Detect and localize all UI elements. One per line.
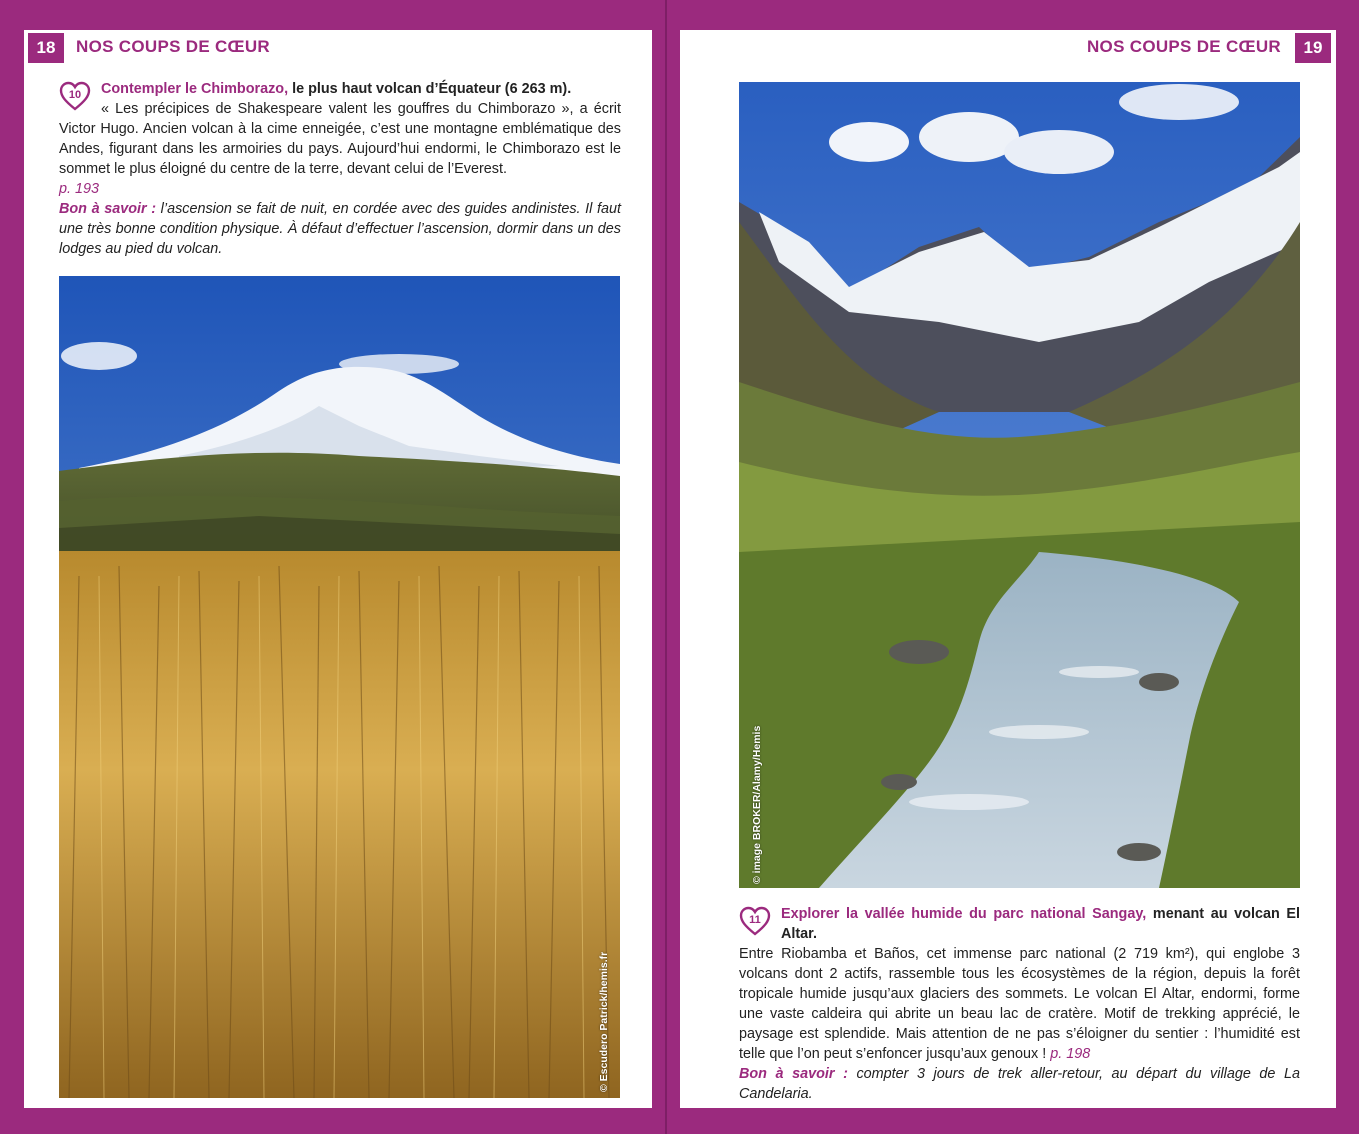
headline-rest: menant au volcan El Altar. bbox=[781, 906, 1300, 942]
photo-chimborazo-barley bbox=[59, 276, 620, 1098]
tip-label: Bon à savoir : bbox=[59, 201, 157, 217]
running-head-right: NOS COUPS DE CŒUR bbox=[1086, 37, 1281, 56]
photo-el-altar-valley bbox=[739, 82, 1300, 888]
entry-chimborazo bbox=[59, 79, 621, 259]
tip-text: compter 3 jours de trek aller-retour, au départ du village de La Candelaria. bbox=[739, 1066, 1300, 1102]
tip-block bbox=[59, 199, 621, 259]
entry-headline bbox=[781, 906, 1300, 942]
gutter-fold bbox=[665, 0, 667, 1134]
page-frame-right bbox=[1336, 0, 1359, 1134]
running-head-left: NOS COUPS DE CŒUR bbox=[76, 37, 271, 56]
page-reference: p. 198 bbox=[1050, 1046, 1091, 1062]
page-number-left: 18 bbox=[28, 33, 64, 63]
entry-body-block bbox=[739, 944, 1300, 1064]
entry-number: 11 bbox=[749, 914, 761, 926]
photo-credit-right: © image BROKER/Alamy/Hemis bbox=[751, 725, 763, 884]
tip-label: Bon à savoir : bbox=[739, 1066, 848, 1082]
headline-highlight: Explorer la vallée humide du parc national Sangay, bbox=[781, 906, 1147, 922]
entry-body: « Les précipices de Shakespeare valent les gouffres du Chimborazo », a écrit Victor Hugo. Ancien volcan à la cime enneigée, c’est une montagne emblématique des Andes, figurant dans les armoiries du pays. Aujourd’hui endormi, le Chimborazo est le sommet le plus éloigné du centre de la terre, devant celui de l’Everest. bbox=[59, 101, 621, 177]
entry-sangay bbox=[739, 904, 1300, 1104]
entry-number: 10 bbox=[68, 89, 82, 101]
page-frame-left bbox=[0, 0, 24, 1134]
page-number-right: 19 bbox=[1295, 33, 1331, 63]
headline-highlight: Contempler le Chimborazo, bbox=[101, 81, 289, 97]
page-reference: p. 193 bbox=[59, 181, 100, 197]
entry-body: Entre Riobamba et Baños, cet immense parc national (2 719 km²), qui englobe 3 volcans dont 2 actifs, rassemble tous les écosystèmes de la région, depuis la forêt tropicale humide jusqu’aux glaciers des sommets. Le volcan El Altar, endormi, forme une vaste caldeira qui abrite un beau lac de cratère. Motif de trekking apprécié, le paysage est splendide. Mais attention de ne pas s’éloigner du sentier : l’humidité est telle que l’on peut s’enfoncer jusqu’aux genoux ! bbox=[739, 946, 1300, 1062]
tip-text: l’ascension se fait de nuit, en cordée avec des guides andinistes. Il faut une très bonne condition physique. À défaut d’effectuer l’ascension, dormir dans un des lodges au pied du volcan. bbox=[59, 201, 621, 257]
tip-block bbox=[739, 1064, 1300, 1104]
entry-headline bbox=[101, 81, 571, 97]
photo-credit-left: © Escudero Patrick/hemis.fr bbox=[598, 951, 610, 1092]
headline-rest: le plus haut volcan d’Équateur (6 263 m). bbox=[288, 81, 572, 97]
